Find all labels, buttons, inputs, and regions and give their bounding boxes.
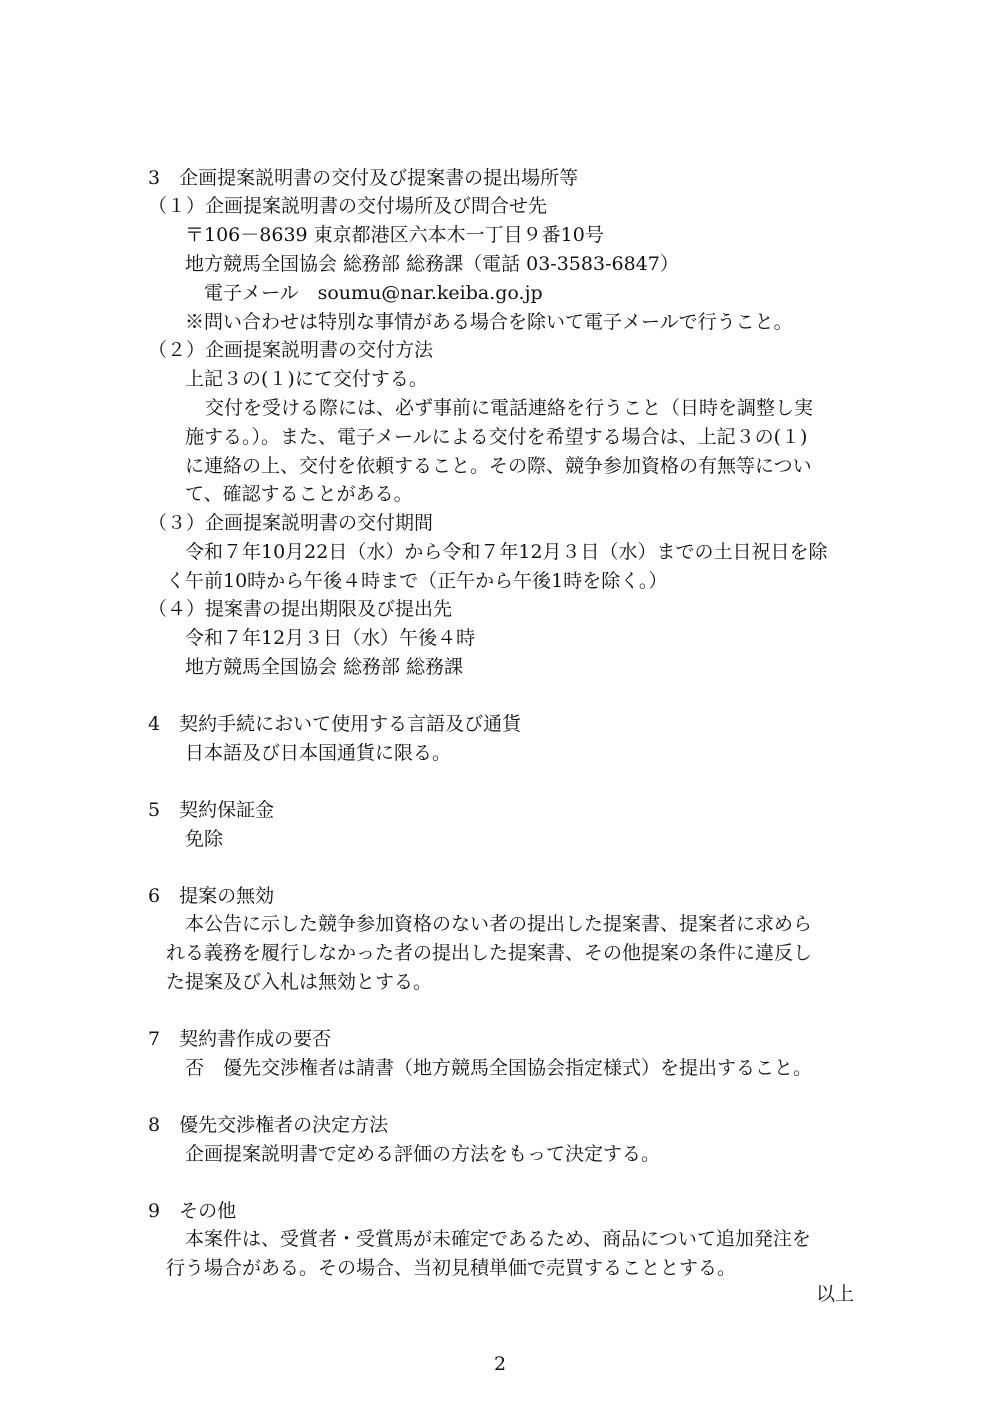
section-8-body: 企画提案説明書で定める評価の方法をもって決定する。 [185, 1143, 661, 1165]
section-7-body: 否 優先交渉権者は請書（地方競馬全国協会指定様式）を提出すること。 [185, 1057, 813, 1079]
contact-email: 電子メール soumu@nar.keiba.go.jp [204, 282, 543, 304]
section-3-2-title: （２）企画提案説明書の交付方法 [148, 339, 434, 361]
inquiry-note: ※問い合わせは特別な事情がある場合を除いて電子メールで行うこと。 [185, 311, 793, 333]
section-3-4-title: （４）提案書の提出期限及び提出先 [148, 598, 453, 620]
section-5-body: 免除 [185, 828, 224, 850]
closing-mark: 以上 [816, 1283, 855, 1305]
section-5-heading: 5 契約保証金 [148, 799, 275, 821]
page-number: 2 [493, 1353, 507, 1375]
paragraph-line: 行う場合がある。その場合、当初見積単価で売買することとする。 [166, 1257, 737, 1279]
section-4-heading: 4 契約手続において使用する言語及び通貨 [148, 713, 522, 735]
paragraph-line: 本案件は、受賞者・受賞馬が未確定であるため、商品について追加発注を [185, 1228, 811, 1250]
section-4-body: 日本語及び日本国通貨に限る。 [185, 742, 452, 764]
section-3-3-title: （３）企画提案説明書の交付期間 [148, 512, 434, 534]
section-3-heading: 3 企画提案説明書の交付及び提案書の提出場所等 [148, 167, 579, 189]
paragraph-line: れる義務を履行しなかった者の提出した提案書、その他提案の条件に違反し [166, 942, 813, 964]
paragraph-line: に連絡の上、交付を依頼すること。その際、競争参加資格の有無等につい [185, 455, 812, 477]
paragraph-line: 令和７年10月22日（水）から令和７年12月３日（水）までの土日祝日を除 [185, 541, 828, 563]
paragraph-line: て、確認することがある。 [185, 483, 413, 505]
section-3-1-title: （１）企画提案説明書の交付場所及び問合せ先 [148, 195, 548, 217]
paragraph-line: た提案及び入札は無効とする。 [166, 971, 433, 993]
paragraph-line: 交付を受ける際には、必ず事前に電話連絡を行うこと（日時を調整し実 [205, 397, 814, 419]
paragraph-line: 本公告に示した競争参加資格のない者の提出した提案書、提案者に求めら [185, 913, 813, 935]
section-9-heading: 9 その他 [148, 1200, 237, 1222]
paragraph-line: 地方競馬全国協会 総務部 総務課 [185, 656, 464, 678]
contact-organization: 地方競馬全国協会 総務部 総務課（電話 03-3583-6847） [185, 253, 679, 275]
paragraph-line: 上記３の(１)にて交付する。 [185, 368, 428, 390]
section-6-heading: 6 提案の無効 [148, 885, 275, 907]
postal-address: 〒106－8639 東京都港区六本木一丁目９番10号 [185, 224, 604, 246]
paragraph-line: く午前10時から午後４時まで（正午から午後1時を除く。） [166, 570, 668, 592]
section-8-heading: 8 優先交渉権者の決定方法 [148, 1114, 389, 1136]
paragraph-line: 令和７年12月３日（水）午後４時 [185, 627, 476, 649]
section-7-heading: 7 契約書作成の要否 [148, 1028, 332, 1050]
paragraph-line: 施する。）。また、電子メールによる交付を希望する場合は、上記３の(１) [185, 426, 808, 448]
